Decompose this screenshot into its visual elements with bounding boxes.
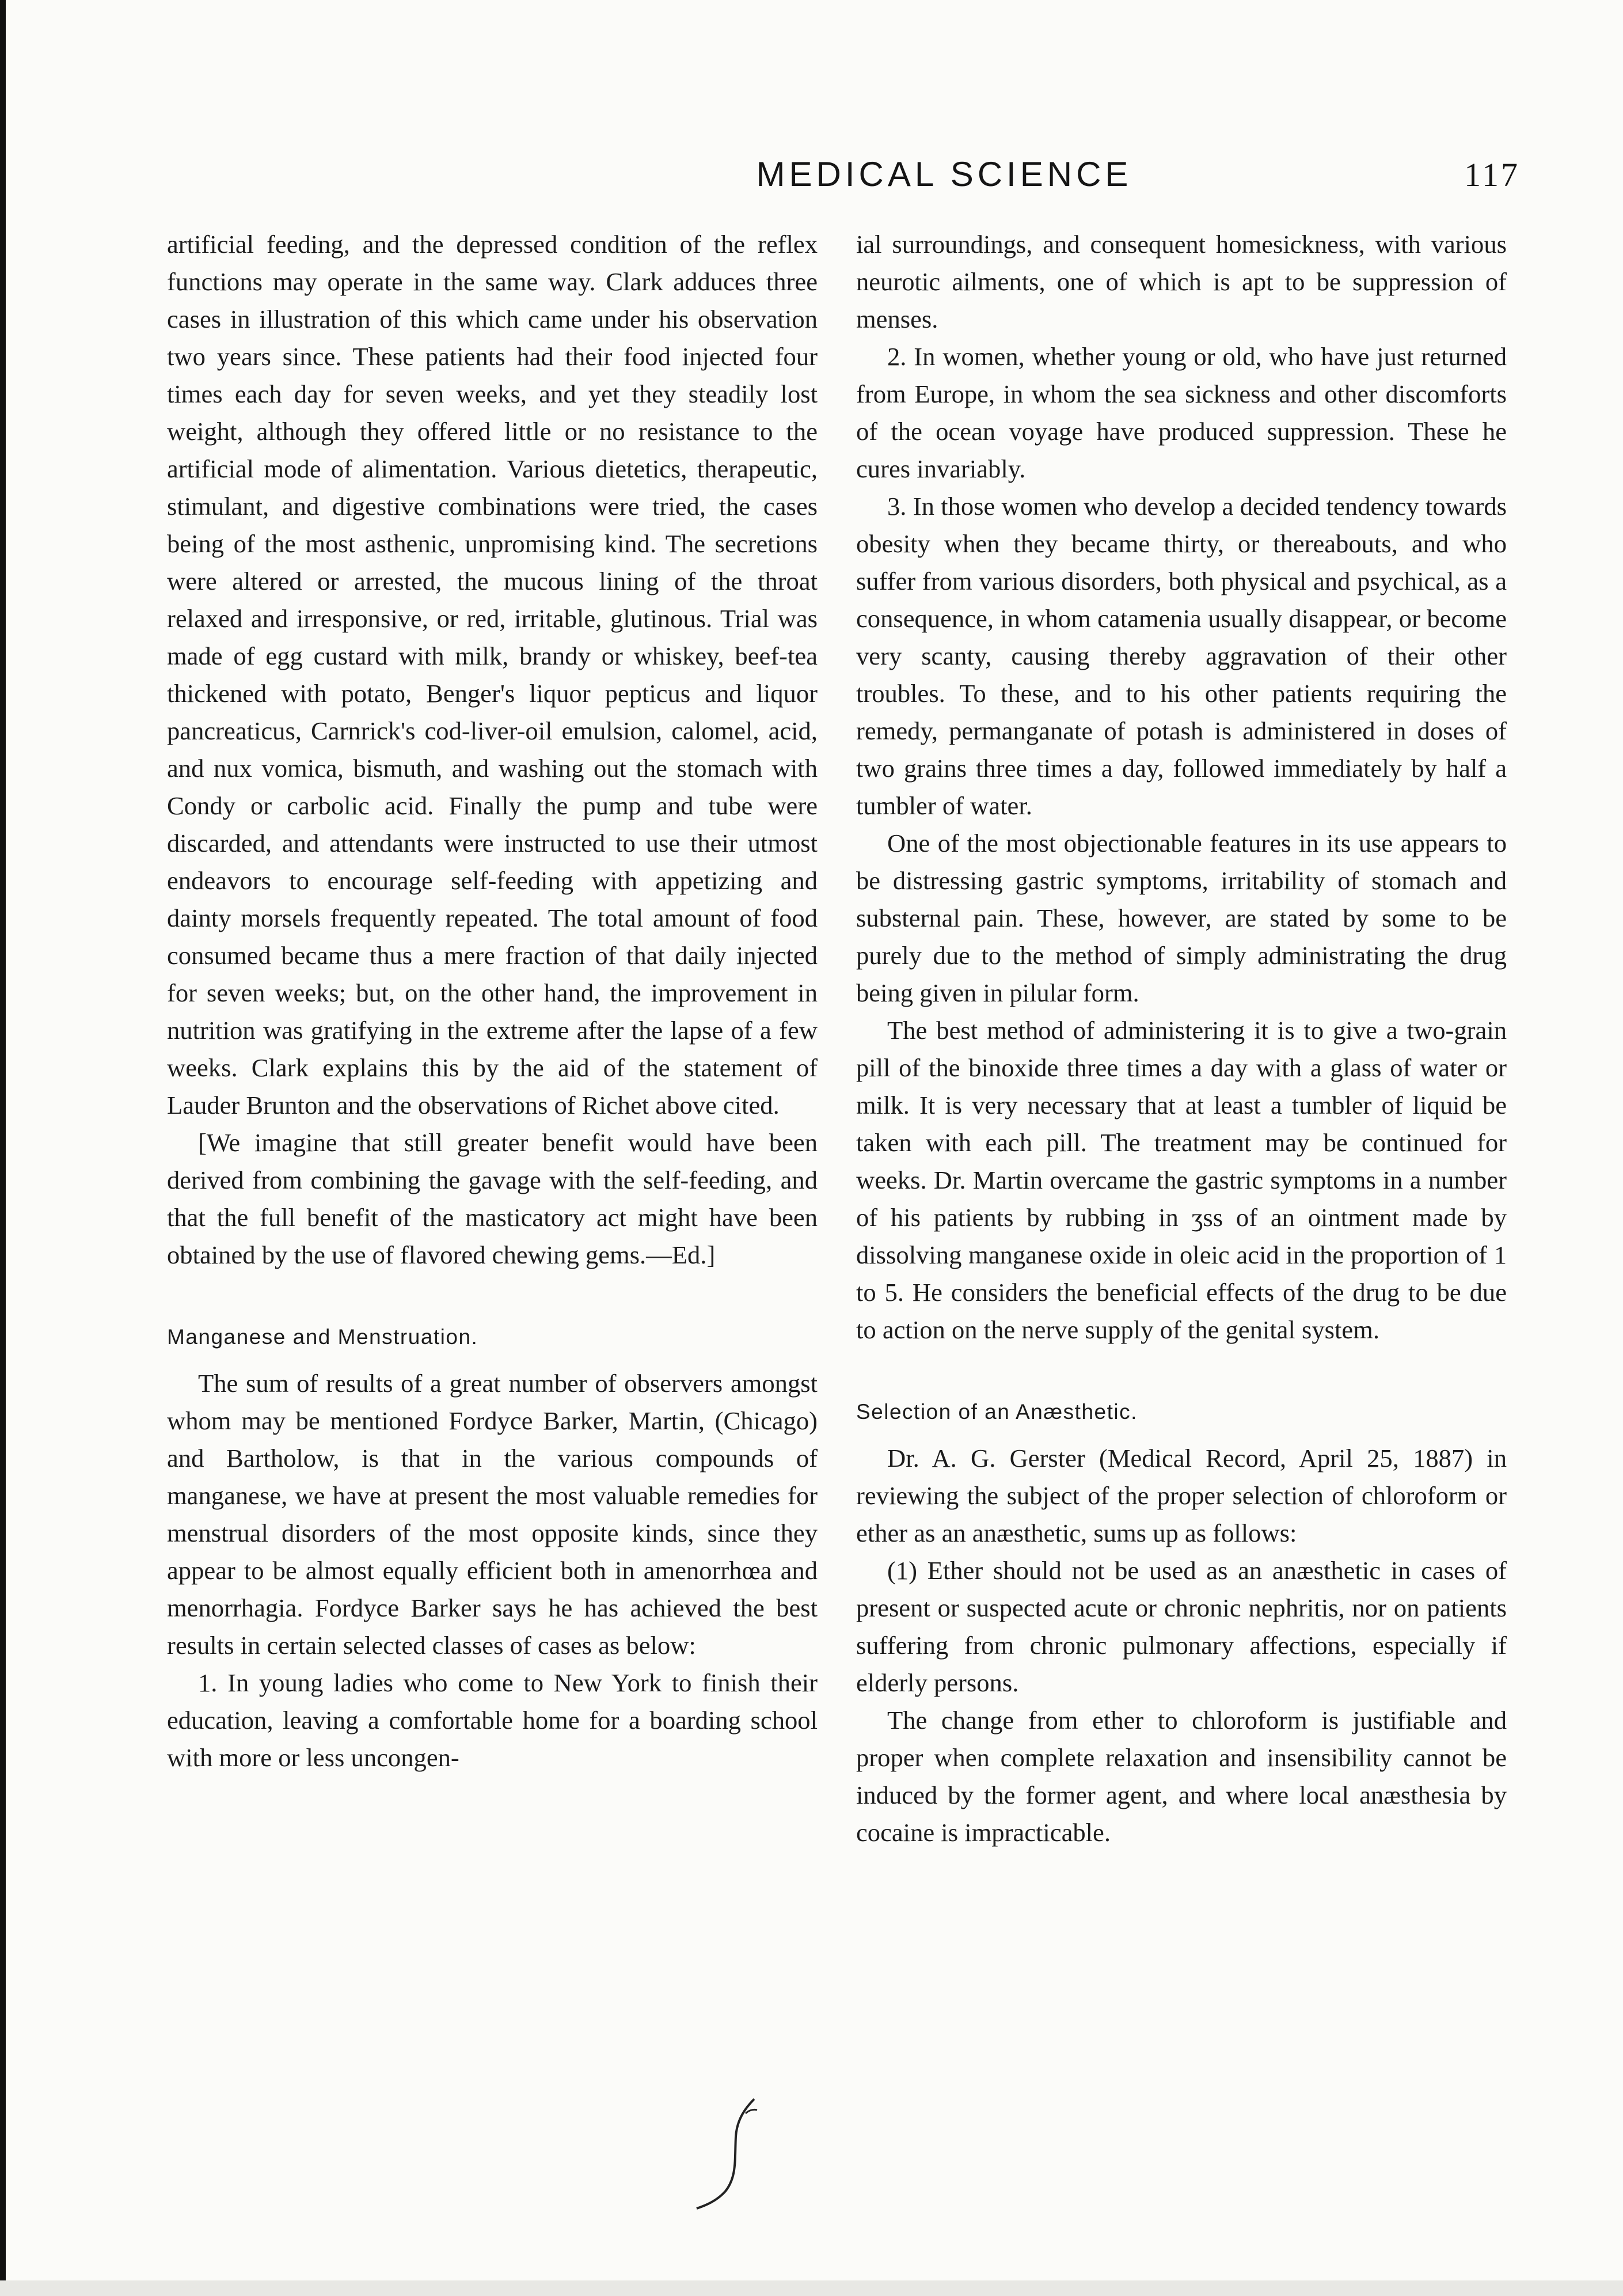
page-number: 117 [1464,156,1520,193]
paragraph: The change from ether to chloroform is justifiable and proper when complete relaxation and insensibility cannot be induced by the former agent, and where local anæsthesia by cocaine is impracticable. [856,1706,1507,1847]
paragraph: The best method of administering it is to give a two-grain pill of the binoxide three times a day with a glass of water or milk. It is very necessary that at least a tumbler of liquid be taken with each pill. The treatment may be continued for weeks. Dr. Martin overcame the gastric symptoms in a number of his patients by rubbing in ʒss of an ointment made by dissolving manganese oxide in oleic acid in the proportion of 1 to 5. He considers the beneficial effects of the drug to be due to action on the nerve supply of the genital system. [856,1016,1507,1344]
section-heading-manganese: Manganese and Menstruation. [167,1325,478,1349]
signature-mark-icon [691,2096,771,2211]
paragraph: 1. In young ladies who come to New York to finish their education, leaving a comfortable home for a boarding school with more or less uncongen- [167,1668,818,1772]
paragraph: artificial feeding, and the depressed condition of the reflex functions may operate in the same way. Clark adduces three cases in illustration of this which came under his observation two years since. These patients had their food injected four times each day for seven weeks, and yet they steadily lost weight, although they offered little or no resistance to the artificial mode of alimentation. Various dietetics, therapeutic, stimulant, and digestive combinations were tried, the cases being of the most asthenic, unpromising kind. The secretions were altered or arrested, the mucous lining of the throat relaxed and irresponsive, or red, irritable, glutinous. Trial was made of egg custard with milk, brandy or whiskey, beef-tea thickened with potato, Benger's liquor pepticus and liquor pancreaticus, Carnrick's cod-liver-oil emulsion, calomel, acid, and nux vomica, bismuth, and washing out the stomach with Condy or carbolic acid. Finally the pump and tube were discarded, and attendants were instructed to use their utmost endeavors to encourage self-feeding with appetizing and dainty morsels frequently repeated. The total amount of food consumed became thus a mere fraction of that daily injected for seven weeks; but, on the other hand, the improvement in nutrition was gratifying in the extreme after the lapse of a few weeks. Clark explains this by the aid of the statement of Lauder Brunton and the observations of Richet above cited. [167,230,818,1119]
paragraph: (1) Ether should not be used as an anæsthetic in cases of present or suspected acute or chronic nephritis, nor on patients suffering from chronic pulmonary affections, especially if elderly persons. [856,1556,1507,1697]
page-bottom-edge [0,2280,1623,2296]
section-heading-anaesthetic: Selection of an Anæsthetic. [856,1400,1138,1424]
paragraph: Dr. A. G. Gerster (Medical Record, April 25, 1887) in reviewing the subject of the proper selection of chloroform or ether as an anæsthetic, sums up as follows: [856,1444,1507,1547]
right-column [856,226,1507,1851]
left-column [167,226,818,1777]
page-binding-edge [0,0,6,2296]
paragraph: The sum of results of a great number of observers amongst whom may be mentioned Fordyce Barker, Martin, (Chicago) and Bartholow, is that in the various compounds of manganese, we have at present the most valuable remedies for menstrual disorders of the most opposite kinds, since they appear to be almost equally efficient both in amenorrhœa and menorrhagia. Fordyce Barker says he has achieved the best results in certain selected classes of cases as below: [167,1369,818,1660]
paragraph: One of the most objectionable features in its use appears to be distressing gastric symptoms, irritability of stomach and substernal pain. These, however, are stated by some to be purely due to the method of simply administrating the drug being given in pilular form. [856,829,1507,1007]
editorial-note: [We imagine that still greater benefit would have been derived from combining the gavage with the self-feeding, and that the full benefit of the masticatory act might have been obtained by the use of flavored chewing gems.—Ed.] [167,1128,818,1269]
paragraph: 3. In those women who develop a decided tendency towards obesity when they became thirty, or thereabouts, and who suffer from various disorders, both physical and psychical, as a consequence, in whom catamenia usually disappear, or become very scanty, causing thereby aggravation of their other troubles. To these, and to his other patients requiring the remedy, permanganate of potash is administered in doses of two grains three times a day, followed immediately by half a tumbler of water. [856,492,1507,820]
paragraph: 2. In women, whether young or old, who have just returned from Europe, in whom the sea sickness and other discomforts of the ocean voyage have produced suppression. These he cures invariably. [856,342,1507,483]
page-header [167,154,1520,200]
paragraph: ial surroundings, and consequent homesickness, with various neurotic ailments, one of which is apt to be suppression of menses. [856,230,1507,333]
running-head: MEDICAL SCIENCE [756,155,1132,193]
